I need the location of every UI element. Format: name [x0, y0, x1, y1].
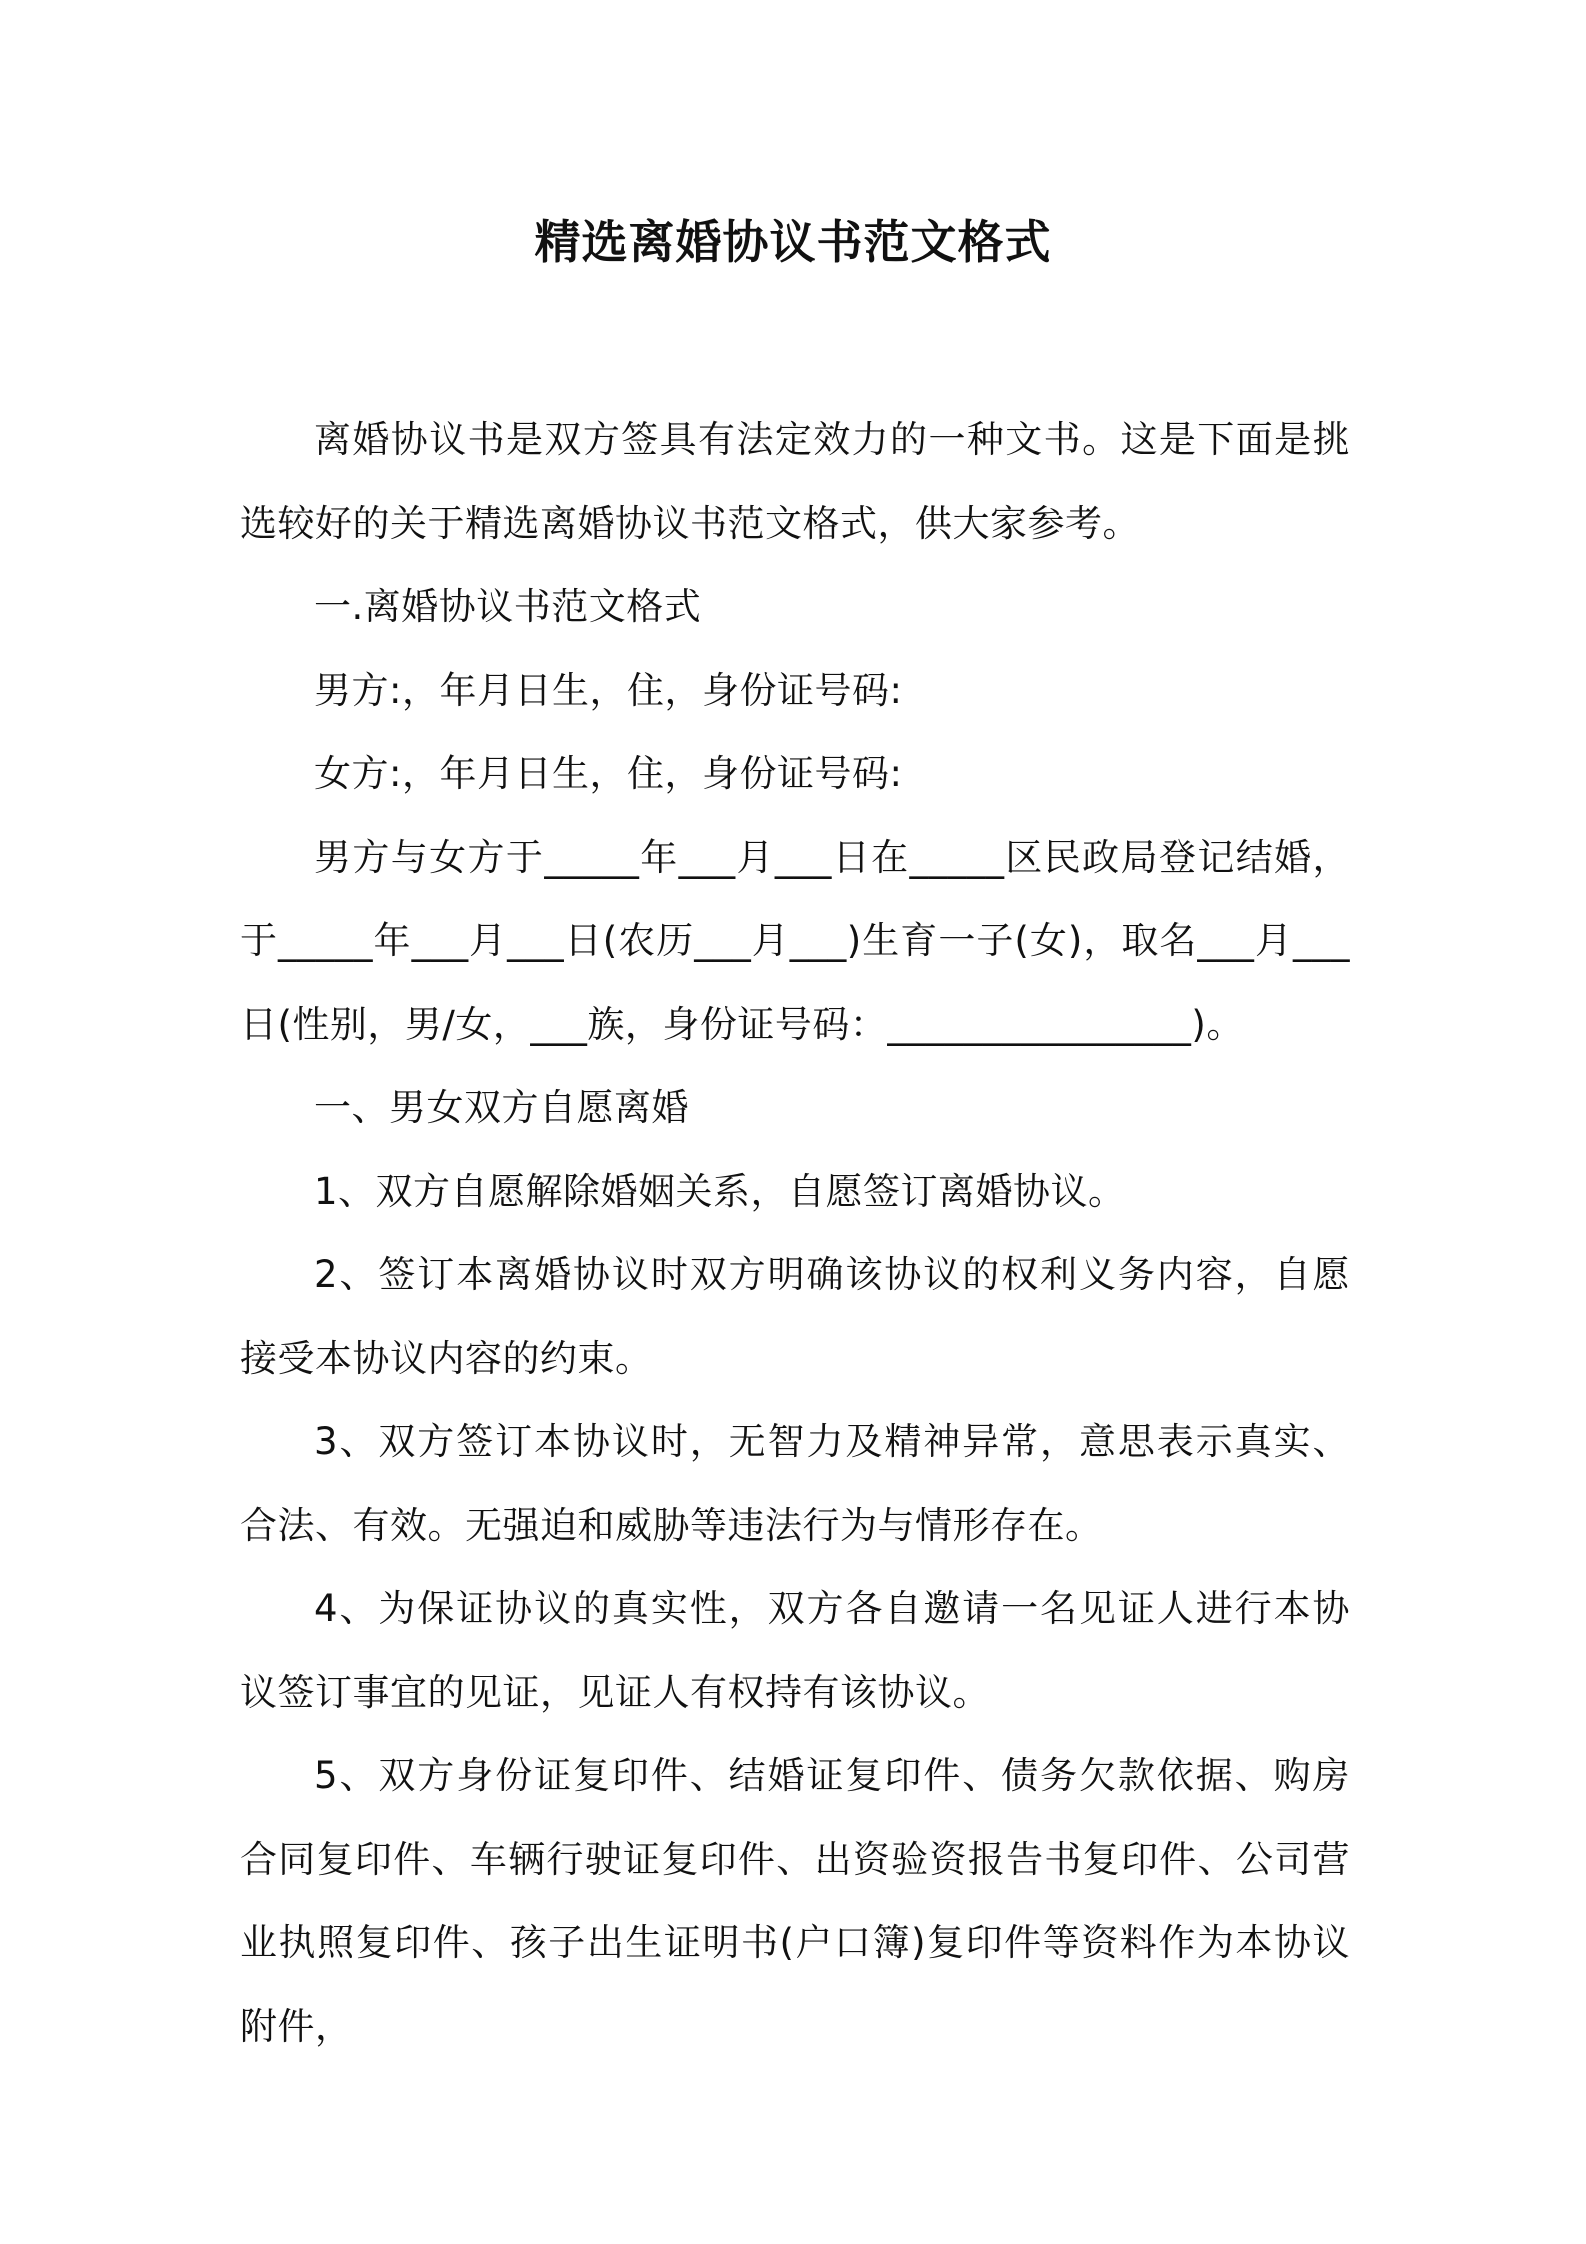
intro-paragraph: 离婚协议书是双方签具有法定效力的一种文书。这是下面是挑选较好的关于精选离婚协议书范文格式，供大家参考。 — [240, 418, 1350, 545]
male-party-line: 男方:，年月日生，住，身份证号码: — [314, 668, 903, 712]
document-title: 精选离婚协议书范文格式 — [534, 215, 1052, 269]
clause-5: 5、双方身份证复印件、结婚证复印件、债务欠款依据、购房合同复印件、车辆行驶证复印件、出资验资报告书复印件、公司营业执照复印件、孩子出生证明书(户口簿)复印件等资料作为本协议附件， — [240, 1754, 1350, 2048]
document-body — [240, 398, 1350, 2068]
clause-2: 2、签订本离婚协议时双方明确该协议的权利义务内容，自愿接受本协议内容的约束。 — [240, 1253, 1350, 1380]
section-heading-format: 一.离婚协议书范文格式 — [314, 585, 702, 628]
clause-4: 4、为保证协议的真实性，双方各自邀请一名见证人进行本协议签订事宜的见证，见证人有权持有该协议。 — [240, 1587, 1350, 1714]
female-party-line: 女方:，年月日生，住，身份证号码: — [314, 752, 903, 795]
clause-3: 3、双方签订本协议时，无智力及精神异常，意思表示真实、合法、有效。无强迫和威胁等违法行为与情形存在。 — [240, 1420, 1350, 1547]
clause-1: 1、双方自愿解除婚姻关系，自愿签订离婚协议。 — [314, 1169, 1126, 1213]
marriage-registration-paragraph: 男方与女方于_____年___月___日在_____区民政局登记结婚，于_____年___月___日(农历___月___)生育一子(女)，取名___月___日(性别，男/女，___族，身份证号码：________________)。 — [240, 835, 1350, 1046]
section-heading-voluntary-divorce: 一、男女双方自愿离婚 — [314, 1086, 689, 1129]
